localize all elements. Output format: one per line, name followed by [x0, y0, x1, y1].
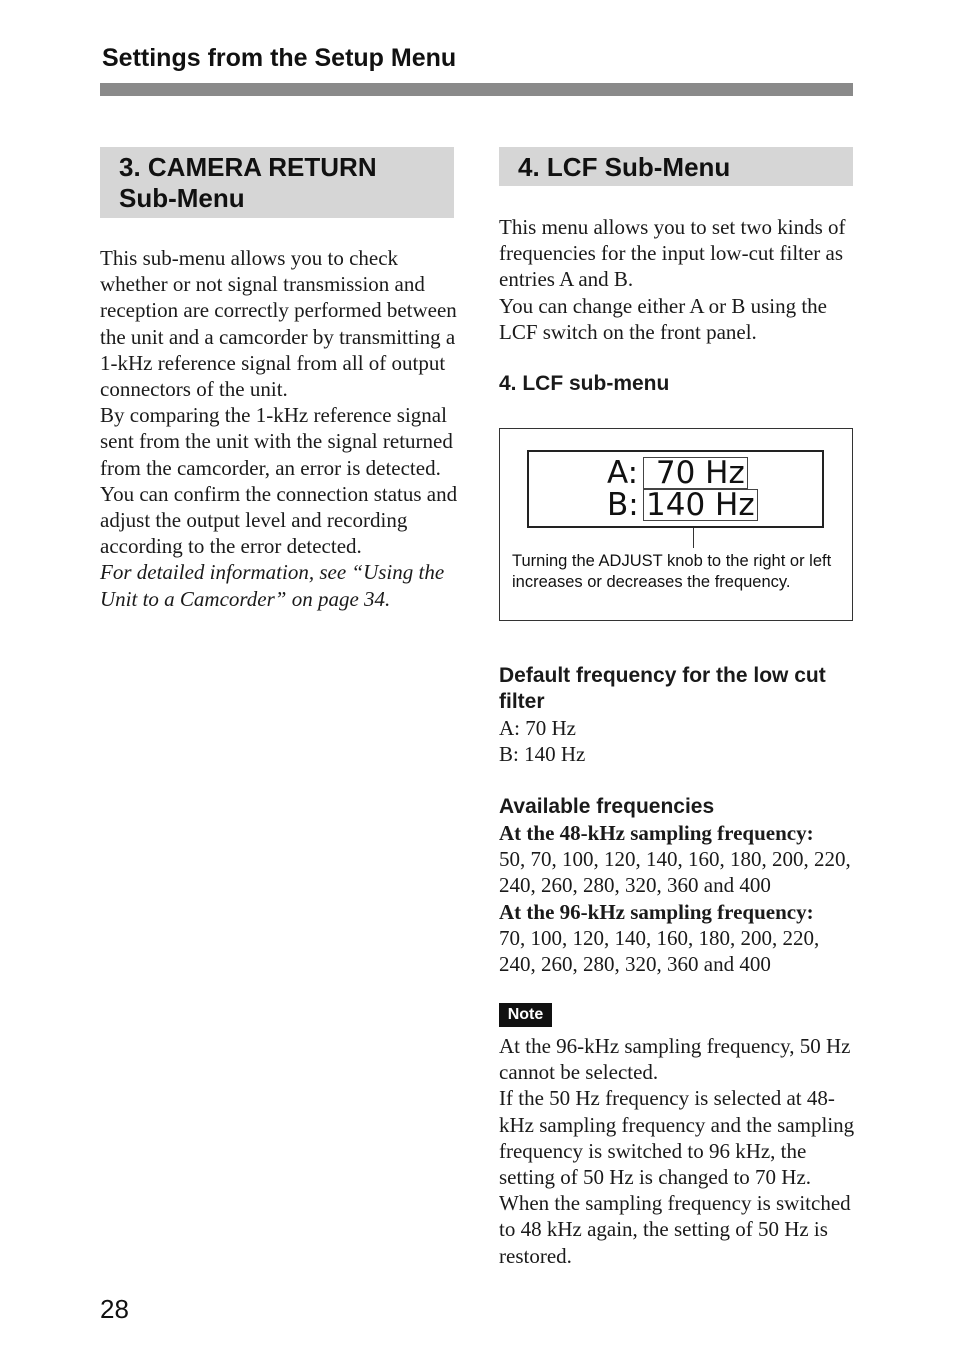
lcf-figure — [499, 428, 853, 621]
header-rule — [100, 83, 853, 96]
freq-96k-values: 70, 100, 120, 140, 160, 180, 200, 220, 240, 260, 280, 320, 360 and 400 — [499, 925, 820, 977]
lcf-heading — [499, 147, 853, 186]
camera-return-para-1: This sub-menu allows you to check whether or not signal transmission and reception are correctly performed between the unit and a camcorder by transmitting a 1-kHz reference signal from all of output connectors of the unit. — [100, 246, 457, 402]
freq-48k-values: 50, 70, 100, 120, 140, 160, 180, 200, 220, 240, 260, 280, 320, 360 and 400 — [499, 847, 851, 898]
lcf-figure-title: 4. LCF sub-menu — [499, 372, 670, 395]
page-header-title: Settings from the Setup Menu — [102, 44, 457, 72]
camera-return-para-2: By comparing the 1-kHz reference signal sent from the unit with the signal returned from the camcorder, an error is detected. You can confirm the connection status and adjust the output level and recording according to the error detected. — [100, 403, 458, 559]
camera-return-heading — [100, 147, 454, 218]
default-frequency-heading: Default frequency for the low cut filter — [499, 664, 826, 713]
figure-caption: Turning the ADJUST knob to the right or left increases or decreases the frequency. — [512, 552, 832, 591]
lcd-row-b-value: 140 Hz — [643, 489, 758, 521]
default-a: A: 70 Hz — [499, 716, 576, 740]
note-para-1: At the 96-kHz sampling frequency, 50 Hz cannot be selected. — [499, 1034, 851, 1085]
lcd-row-b — [607, 489, 758, 521]
camera-return-heading-line1: 3. CAMERA RETURN — [119, 152, 377, 182]
default-frequency-values — [499, 715, 853, 767]
freq-48k-label: At the 48-kHz sampling frequency: — [499, 821, 814, 845]
lcf-intro-2: You can change either A or B using the LCF switch on the front panel. — [499, 293, 827, 344]
freq-96k-label: At the 96-kHz sampling frequency: — [499, 899, 814, 924]
available-frequencies-body — [499, 820, 855, 977]
note-body — [499, 1033, 855, 1269]
lcf-intro-1: This menu allows you to set two kinds of frequencies for the input low-cut filter as entries A and B. — [499, 215, 846, 292]
camera-return-reference: For detailed information, see “Using the Unit to a Camcorder” on page 34. — [100, 560, 445, 611]
lcd-display — [527, 450, 824, 528]
page-number: 28 — [100, 1294, 129, 1324]
camera-return-body — [100, 245, 460, 612]
lcd-row-a — [607, 457, 748, 489]
lcd-row-b-label: B: — [607, 487, 639, 523]
lcf-heading-text: 4. LCF Sub-Menu — [518, 152, 731, 182]
callout-leader-line — [693, 528, 694, 548]
lcd-row-a-value: 70 Hz — [643, 457, 748, 489]
note-badge: Note — [499, 1003, 552, 1027]
camera-return-heading-line2: Sub-Menu — [119, 183, 245, 213]
lcd-row-a-label: A: — [607, 455, 639, 491]
note-para-2: If the 50 Hz frequency is selected at 48-kHz sampling frequency and the sampling frequency is switched to 96 kHz, the setting of 50 Hz is changed to 70 Hz. When the sampling frequency is switched to 48 kHz again, the setting of 50 Hz is restored. — [499, 1086, 855, 1268]
lcf-intro — [499, 214, 855, 345]
default-b: B: 140 Hz — [499, 742, 586, 767]
available-frequencies-heading: Available frequencies — [499, 795, 715, 818]
